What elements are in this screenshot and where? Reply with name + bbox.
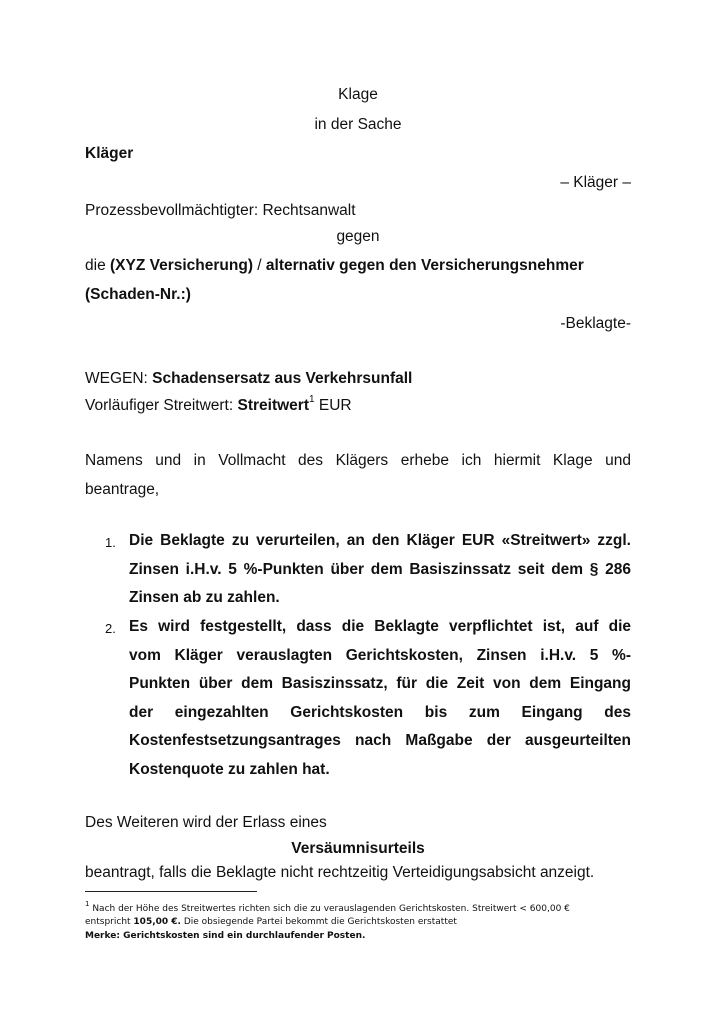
streitwert-line: Vorläufiger Streitwert: Streitwert$^1$ EUR [85,393,352,414]
defendant-role: -Beklagte- [560,315,631,332]
subject-line: WEGEN: Schadensersatz aus Verkehrsunfall [85,370,413,387]
footnote-reference: 1 [308,393,315,405]
request-2-line: Kostenfestsetzungsantrages nach Maßgabe der ausgeurteilten [129,732,631,749]
request-2-line: der eingezahlten Gerichtskosten bis zum Eingang des [129,704,631,721]
footnote-line-3: Merke: Gerichtskosten sind ein durchlaufender Posten. [85,931,366,941]
footnote-separator [85,891,257,892]
plaintiff-heading: Kläger [85,145,134,162]
request-number: 1. [105,535,116,550]
request-2-line: Es wird festgestellt, dass die Beklagte verpflichtet ist, auf die [129,618,631,635]
request-1-line: Zinsen i.H.v. 5 %-Punkten über dem Basiszinssatz seit dem § 286 [129,561,631,578]
document-title: Klage [338,86,378,103]
footnote-line-2: entspricht 105,00 €. Die obsiegende Partei bekommt die Gerichtskosten erstattet [85,917,457,927]
request-2-line: Punkten über dem Basiszinssatz, für die Zeit von dem Eingang [129,675,631,692]
versaeumnisurteil-heading: Versäumnisurteils [291,840,425,857]
intro-line-1: Namens und in Vollmacht des Klägers erhebe ich hiermit Klage und [85,452,631,469]
request-number: 2. [105,621,116,636]
claim-number: (Schaden-Nr.:) [85,286,191,303]
footnote-line-1: $^1$ Nach der Höhe des Streitwertes richten sich die zu verauslagenden Gerichtskosten. Streitwert < 600,00 € [85,900,570,914]
request-1-line: Die Beklagte zu verurteilen, an den Kläger EUR «Streitwert» zzgl. [129,532,631,549]
document-subtitle: in der Sache [314,116,402,133]
request-2-line: Kostenquote zu zahlen hat. [129,761,330,778]
closing-line-3: beantragt, falls die Beklagte nicht rechtzeitig Verteidigungsabsicht anzeigt. [85,864,595,881]
closing-line-1: Des Weiteren wird der Erlass eines [85,814,327,831]
versus-line: gegen [336,228,380,245]
request-1-line: Zinsen ab zu zahlen. [129,589,280,606]
defendant-line: die (XYZ Versicherung) / alternativ gegen den Versicherungsnehmer [85,257,584,274]
request-2-line: vom Kläger verauslagten Gerichtskosten, Zinsen i.H.v. 5 %- [129,647,631,664]
plaintiff-role: – Kläger – [560,174,631,191]
intro-line-2: beantrage, [85,481,160,498]
counsel-line: Prozessbevollmächtigter: Rechtsanwalt [85,202,356,219]
